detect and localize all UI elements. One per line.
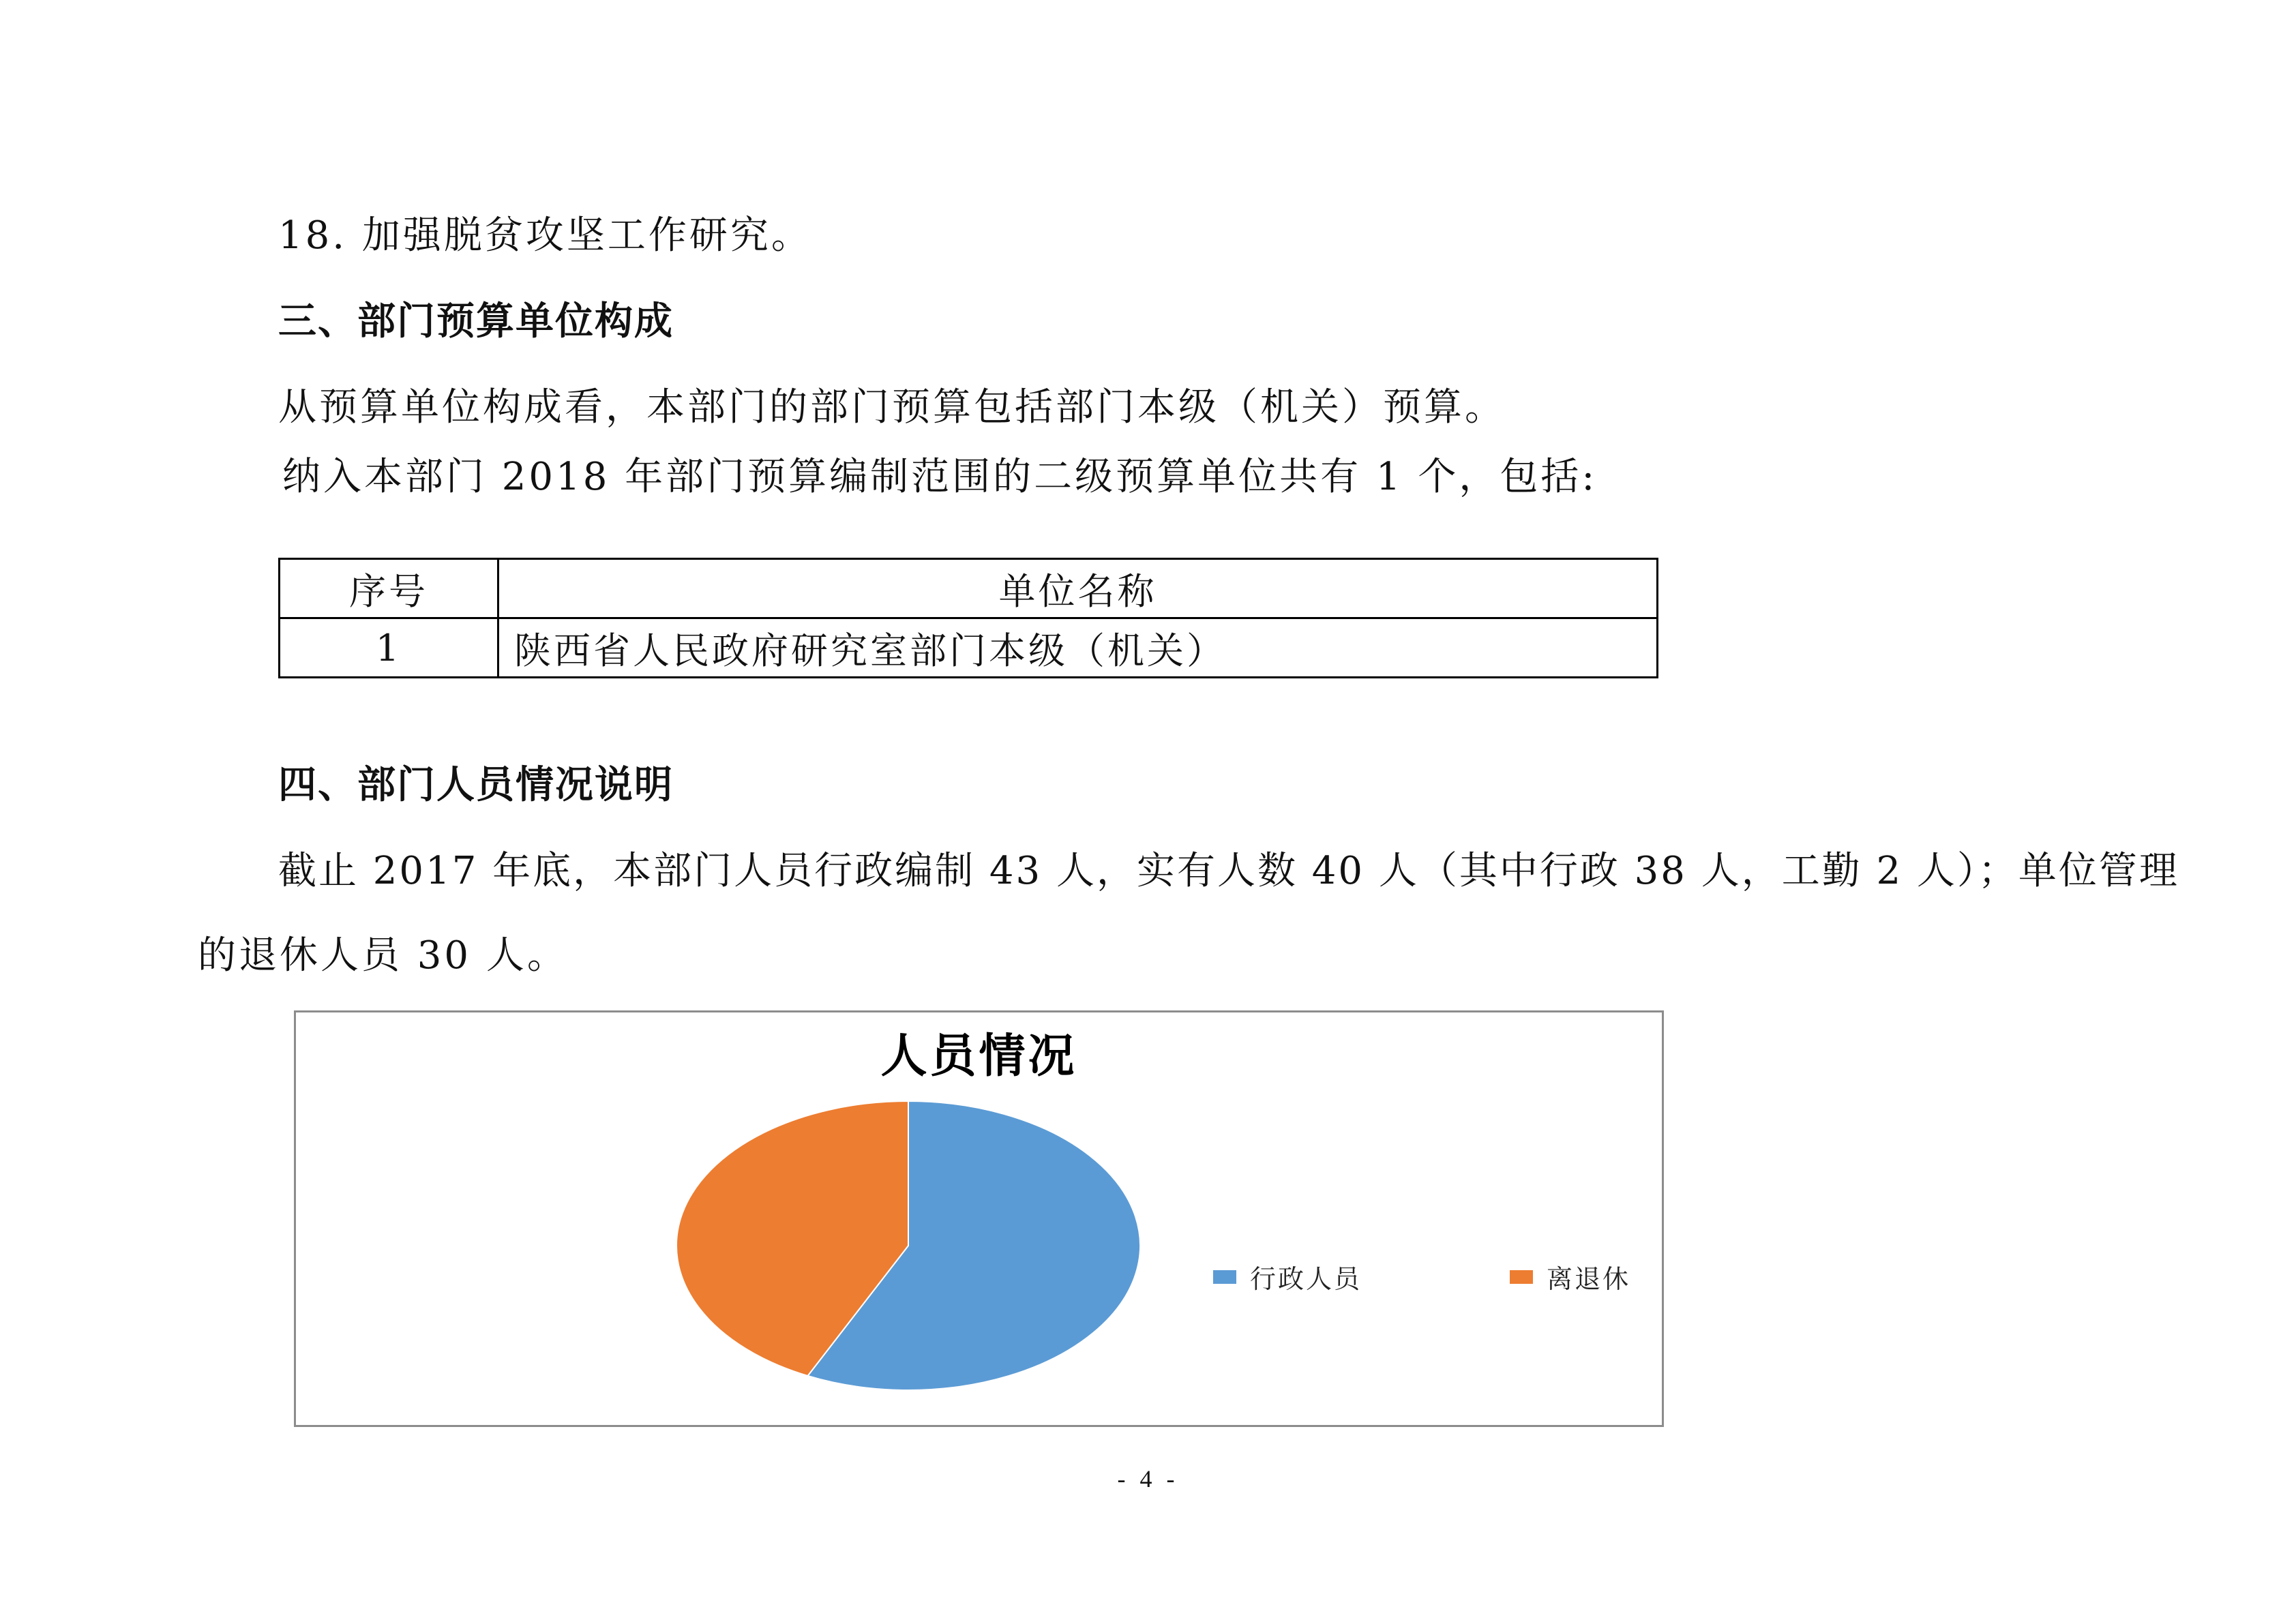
legend-swatch-admin bbox=[1213, 1270, 1236, 1284]
row-unit-name-cell: 陕西省人民政府研究室部门本级（机关） bbox=[498, 618, 1658, 678]
table-row bbox=[280, 618, 1658, 678]
table-header-row bbox=[280, 559, 1658, 618]
column-header-unit-name: 单位名称 bbox=[498, 559, 1658, 618]
chart-title: 人员情况 bbox=[880, 1030, 1077, 1083]
legend-swatch-retired bbox=[1510, 1270, 1533, 1284]
legend-item-retired bbox=[1510, 1258, 1630, 1295]
section-4-paragraph-line-1: 截止 2017 年底，本部门人员行政编制 43 人，实有人数 40 人（其中行政 38 人，工勤 2 人）；单位管理 bbox=[278, 849, 2179, 893]
budget-unit-table bbox=[278, 558, 1658, 678]
column-header-index: 序号 bbox=[280, 559, 498, 618]
section-3-paragraph-1: 从预算单位构成看，本部门的部门预算包括部门本级（机关）预算。 bbox=[278, 385, 1506, 430]
legend-label-retired: 离退休 bbox=[1547, 1264, 1631, 1294]
staff-pie-chart bbox=[294, 1010, 1664, 1427]
item-18: 18. 加强脱贫攻坚工作研究。 bbox=[278, 213, 812, 258]
legend-item-admin bbox=[1213, 1258, 1362, 1295]
row-index-cell: 1 bbox=[280, 618, 498, 678]
page-number: - 4 - bbox=[1117, 1465, 1179, 1492]
section-3-paragraph-2: 纳入本部门 2018 年部门预算编制范围的二级预算单位共有 1 个，包括: bbox=[282, 455, 1598, 499]
legend-label-admin: 行政人员 bbox=[1250, 1264, 1362, 1294]
section-4-heading: 四、部门人员情况说明 bbox=[278, 763, 674, 807]
section-3-heading: 三、部门预算单位构成 bbox=[278, 299, 674, 344]
pie-plot bbox=[296, 1012, 1662, 1425]
section-4-paragraph-line-2: 的退休人员 30 人。 bbox=[198, 933, 568, 978]
